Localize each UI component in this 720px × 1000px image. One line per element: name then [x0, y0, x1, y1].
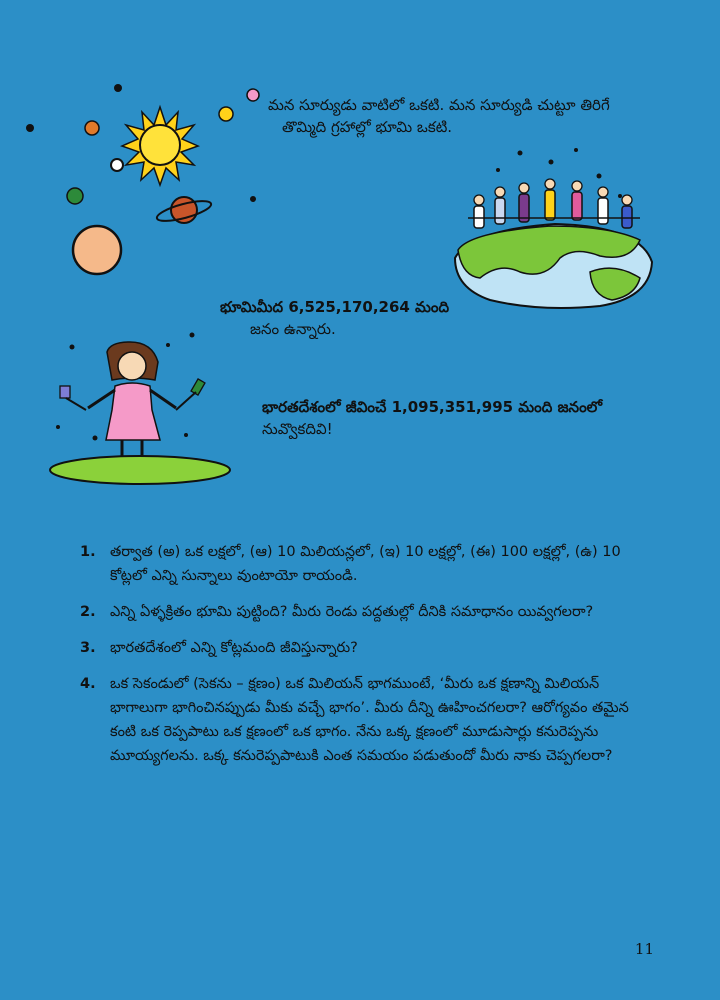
- population-caption: [220, 296, 480, 340]
- question-list: [80, 540, 650, 780]
- question-number: 2.: [80, 604, 96, 620]
- moon-icon: [73, 226, 121, 274]
- caption-line: నువ్వొకదివి!: [262, 420, 333, 438]
- question-item: [80, 540, 650, 588]
- question-text: భారతదేశంలో ఎన్ని కోట్లమంది జీవిస్తున్నారు?: [110, 640, 358, 656]
- caption-line: భూమిమీద 6,525,170,264 మంది: [220, 298, 450, 316]
- caption-line: మన సూర్యుడు వాటిలో ఒకటి. మన సూర్యుడి చుట్టూ తిరిగే: [268, 96, 610, 114]
- question-item: [80, 672, 650, 768]
- question-text: ఎన్ని ఏళ్ళక్రితం భూమి పుట్టింది? మీరు రెండు పద్దతుల్లో దీనికి సమాధానం యివ్వగలరా?: [110, 604, 594, 620]
- caption-line: భారతదేశంలో జీవించే 1,095,351,995 మంది జనంలో: [262, 398, 603, 416]
- india-population-caption: [262, 396, 632, 440]
- question-item: [80, 636, 650, 660]
- question-number: 1.: [80, 544, 96, 560]
- page-number: 11: [634, 940, 654, 958]
- sun-icon: [122, 107, 198, 185]
- caption-line: జనం ఉన్నారు.: [250, 320, 336, 338]
- question-number: 4.: [80, 676, 96, 692]
- solar-system-caption: [268, 94, 648, 138]
- question-number: 3.: [80, 640, 96, 656]
- planet-icon: [155, 197, 213, 225]
- girl-illustration: [50, 333, 230, 485]
- question-item: [80, 600, 650, 624]
- question-text: ఒక సెకండులో (సెకను – క్షణం) ఒక మిలియన్ భాగముంటే, ‘మీరు ఒక క్షణాన్ని మిలియన్ భాగాలుగా భాగించినప్పుడు మీకు వచ్చే భాగం’. మీరు దీన్ని ఊహించగలరా? ఆరోగ్యవం తమైన కంటి ఒక రెప్పపాటు ఒక క్షణంలో ఒక భాగం. నేను ఒక్క క్షణంలో మూడుసార్లు కనురెప్పను మూయ్యగలను. ఒక్క కనురెప్పపాటుకి ఎంత సమయం పడుతుందో మీరు నాకు చెప్పగలరా?: [110, 676, 629, 764]
- earth-icon: [455, 148, 652, 308]
- question-text: తర్వాత (అ) ఒక లక్షలో, (ఆ) 10 మిలియన్లలో, (ఇ) 10 లక్షల్లో, (ఈ) 100 లక్షల్లో, (ఉ) 10 కోట్లలో ఎన్ని సున్నాలు వుంటాయో రాయండి.: [110, 544, 621, 584]
- caption-line: తొమ్మిది గ్రహాల్లో భూమి ఒకటి.: [282, 118, 453, 136]
